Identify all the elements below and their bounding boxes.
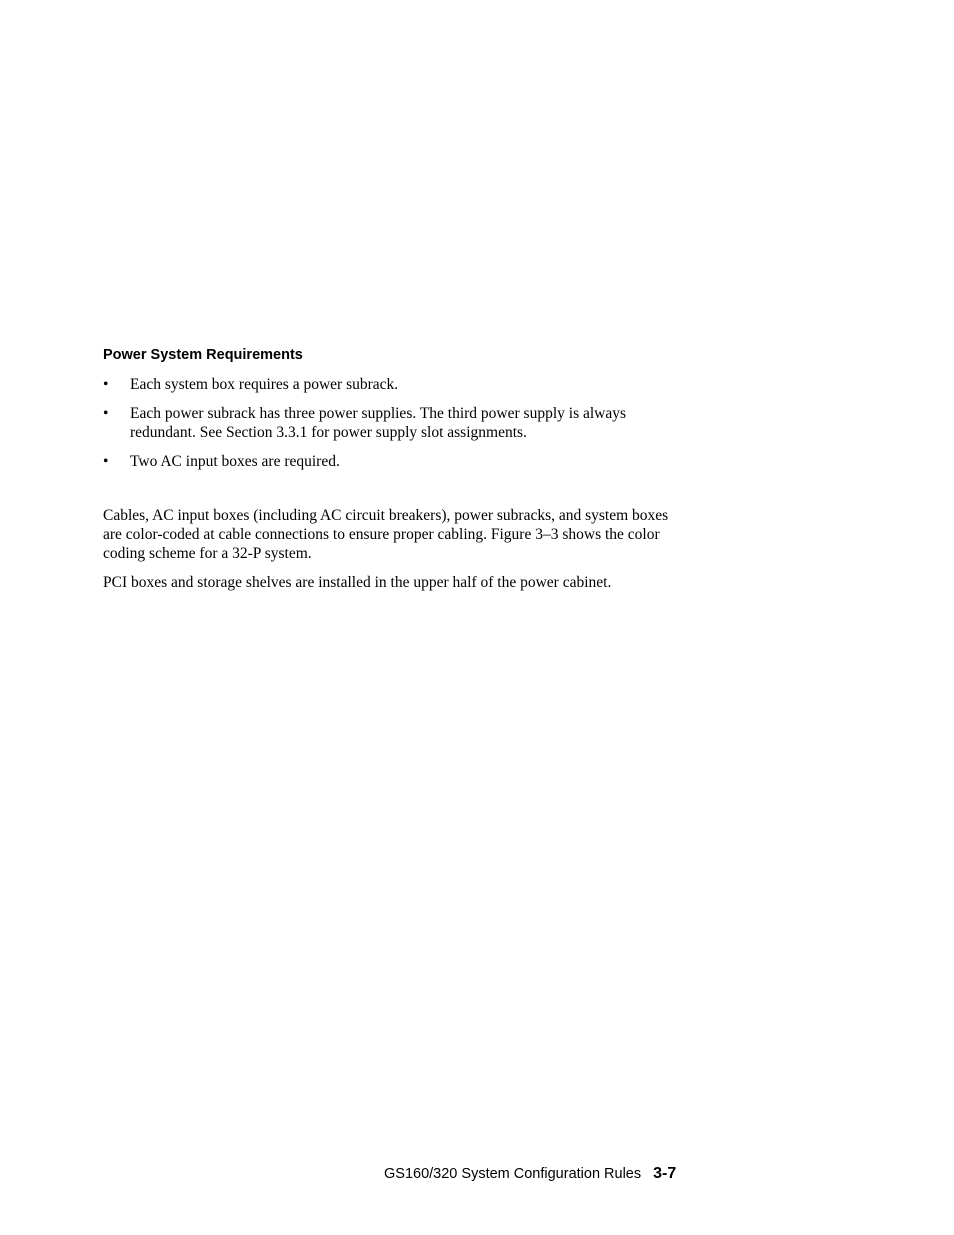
list-item — [103, 404, 673, 442]
bullet-icon: • — [103, 405, 109, 422]
list-item — [103, 375, 673, 394]
main-content — [103, 346, 673, 602]
list-item-text: Each system box requires a power subrack. — [130, 376, 399, 393]
requirements-list — [103, 375, 673, 471]
body-paragraph: PCI boxes and storage shelves are installed in the upper half of the power cabinet. — [103, 574, 612, 591]
list-item-text: Each power subrack has three power supplies. The third power supply is always redundant. See Section 3.3.1 for power supply slot assignments. — [130, 405, 627, 441]
page-number: 3-7 — [653, 1165, 677, 1182]
list-item-text: Two AC input boxes are required. — [130, 453, 340, 470]
list-item — [103, 452, 673, 471]
body-paragraph: Cables, AC input boxes (including AC circuit breakers), power subracks, and system boxes are color-coded at cable connections to ensure proper cabling. Figure 3–3 shows the color coding scheme for a 32-P system. — [103, 507, 669, 562]
running-title: GS160/320 System Configuration Rules — [384, 1166, 642, 1182]
section-heading: Power System Requirements — [103, 347, 303, 363]
page-footer — [384, 1164, 684, 1184]
bullet-icon: • — [103, 376, 109, 393]
bullet-icon: • — [103, 453, 109, 470]
